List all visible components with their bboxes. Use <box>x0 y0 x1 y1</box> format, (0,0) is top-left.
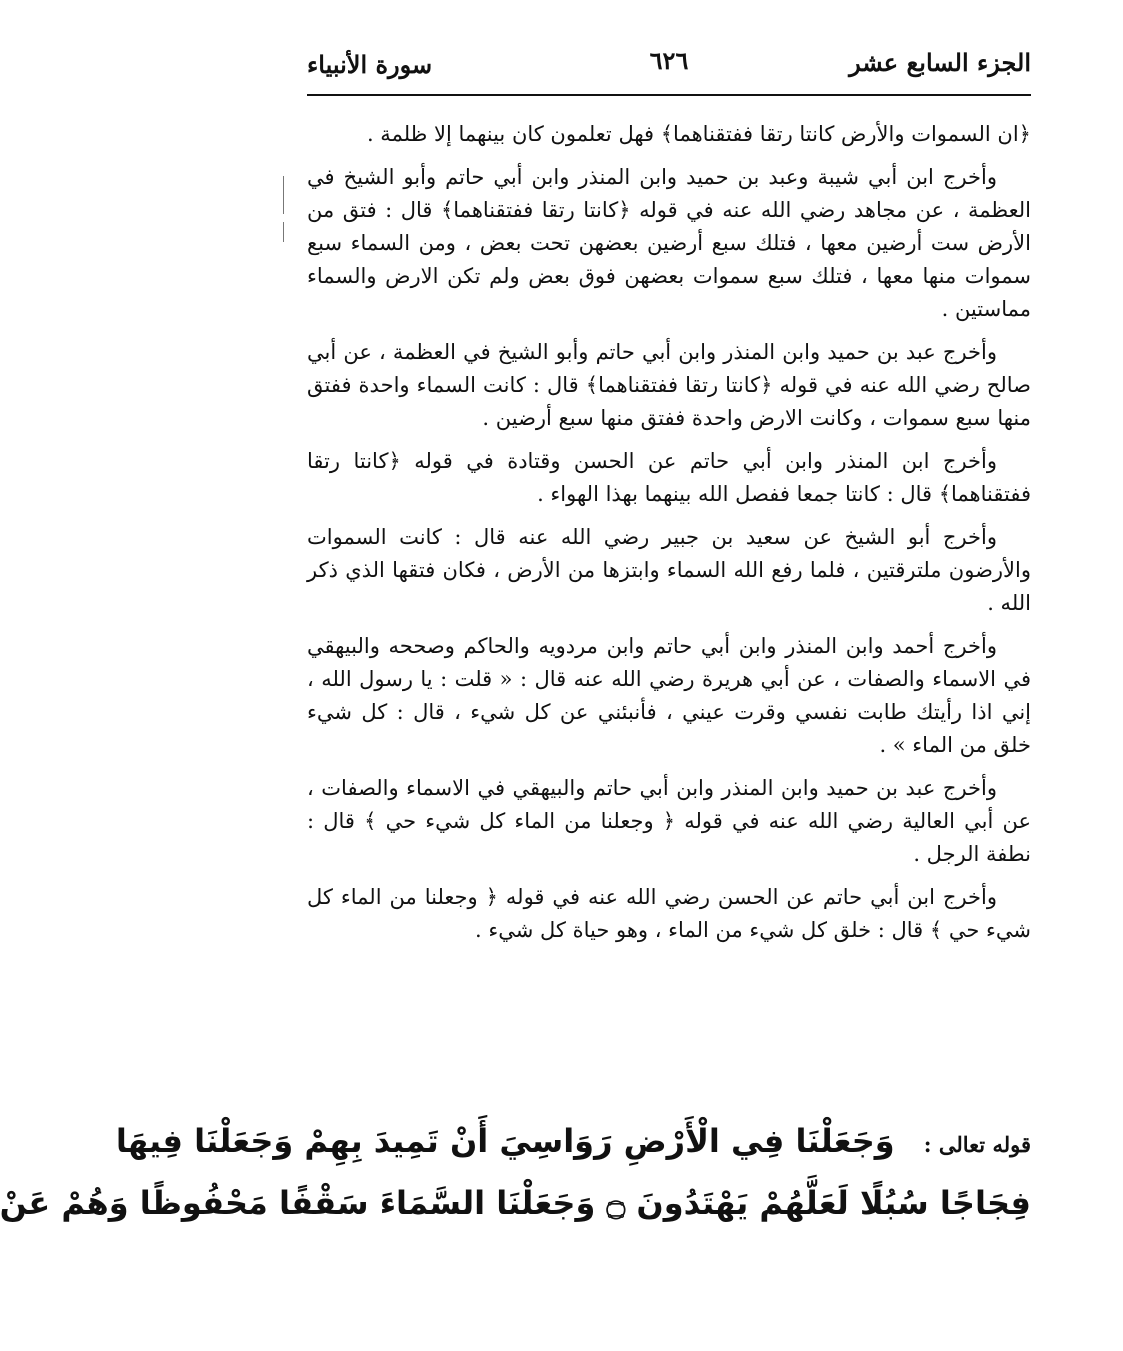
paragraph: وأخرج ابن أبي حاتم عن الحسن رضي الله عنه في قوله ﴿ وجعلنا من الماء كل شيء حي ﴾ قال : خلق كل شيء من الماء ، وهو حياة كل شيء . <box>307 885 1031 942</box>
verse-text: وَجَعَلْنَا فِي الْأَرْضِ رَوَاسِيَ أَنْ تَمِيدَ بِهِمْ وَجَعَلْنَا فِيهَا <box>115 1122 895 1160</box>
quran-verse <box>0 1112 1031 1232</box>
paragraph: وأخرج عبد بن حميد وابن المنذر وابن أبي حاتم والبيهقي في الاسماء والصفات ، عن أبي العالية رضي الله عنه في قوله ﴿ وجعلنا من الماء كل شيء حي ﴾ قال : نطفة الرجل . <box>307 776 1031 866</box>
part-title: الجزء السابع عشر <box>849 48 1031 77</box>
paragraph: وأخرج ابن المنذر وابن أبي حاتم عن الحسن وقتادة في قوله ﴿كانتا رتقا ففتقناهما﴾ قال : كانتا جمعا ففصل الله بينهما بهذا الهواء . <box>307 449 1031 506</box>
paragraph: وأخرج عبد بن حميد وابن المنذر وابن أبي حاتم وأبو الشيخ في العظمة ، عن أبي صالح رضي الله عنه في قوله ﴿كانتا رتقا ففتقناهما﴾ قال : كانت السماء واحدة ففتق منها سبع سموات ، وكانت الارض واحدة ففتق منها سبع أرضين . <box>307 340 1031 430</box>
paragraph: وأخرج ابن أبي شيبة وعبد بن حميد وابن المنذر وابن أبي حاتم وأبو الشيخ في العظمة ، عن مجاهد رضي الله عنه في قوله ﴿كانتا رتقا ففتقناهما﴾ قال : فتق من الأرض ست أرضين معها ، فتلك سبع أرضين بعضهن تحت بعض ، ومن السماء سبع سموات منها معها ، فتلك سبع سموات بعضهن فوق بعض ولم تكن الارض والسماء مماستين . <box>307 165 1031 321</box>
verse-text: فِجَاجًا سُبُلًا لَعَلَّهُمْ يَهْتَدُونَ ۝ وَجَعَلْنَا السَّمَاءَ سَقْفًا مَحْفُوظًا وَهُمْ عَنْ <box>0 1184 1031 1222</box>
verse-intro: قوله تعالى : <box>923 1132 1031 1157</box>
page-number: ٦٢٦ <box>649 46 689 75</box>
paragraph: وأخرج أبو الشيخ عن سعيد بن جبير رضي الله عنه قال : كانت السموات والأرضون ملترقتين ، فلما رفع الله السماء وابتزها من الأرض ، فكان فتقها الذي ذكر الله . <box>307 525 1031 615</box>
verse-line <box>0 1174 1031 1232</box>
page-header <box>307 40 1031 92</box>
verse-line <box>115 1112 1031 1174</box>
paragraph: ﴿ان السموات والأرض كانتا رتقا ففتقناهما﴾ فهل تعلمون كان بينهما إلا ظلمة . <box>366 122 1031 146</box>
body-text <box>307 118 1031 957</box>
paragraph: وأخرج أحمد وابن المنذر وابن أبي حاتم وابن مردويه والحاكم وصححه والبيهقي في الاسماء والصفات ، عن أبي هريرة رضي الله عنه قال : « قلت : يا رسول الله ، إني اذا رأيتك طابت نفسي وقرت عيني ، فأنبئني عن كل شيء ، قال : كل شيء خلق من الماء » . <box>307 634 1031 757</box>
margin-mark <box>283 176 284 214</box>
surah-title: سورة الأنبياء <box>307 50 433 79</box>
header-divider <box>307 94 1031 96</box>
margin-mark <box>283 222 284 242</box>
